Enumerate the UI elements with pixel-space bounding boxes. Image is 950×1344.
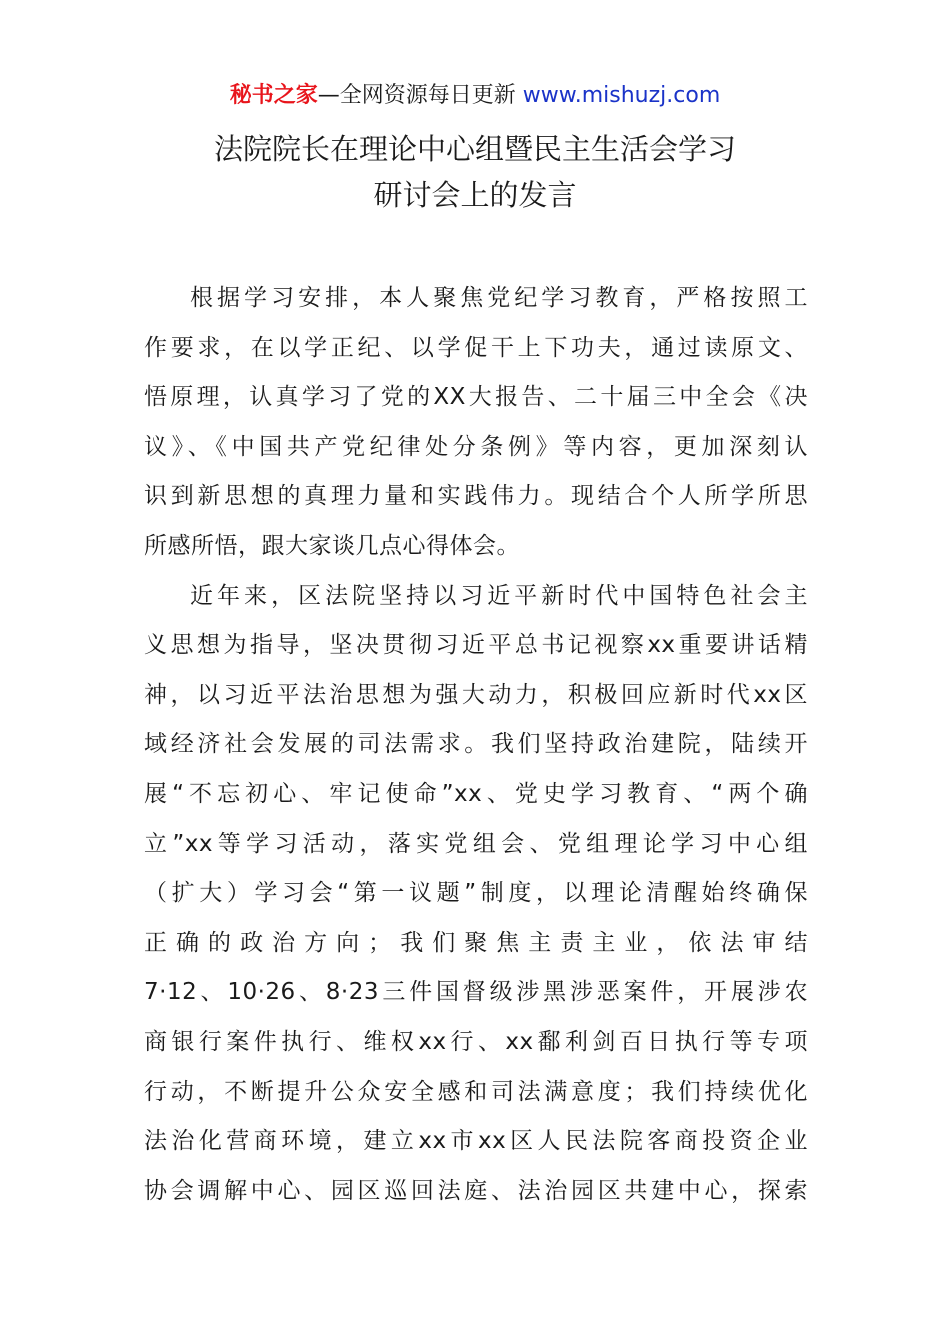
paragraph-line: 协会调解中心、园区巡回法庭、法治园区共建中心，探索 [144, 1177, 808, 1204]
paragraph-line: 正确的政治方向；我们聚焦主责主业，依法审结 [144, 929, 808, 956]
paragraph-line: 议》、《中国共产党纪律处分条例》等内容，更加深刻认 [144, 433, 808, 460]
paragraph-line: 商银行案件执行、维权xx行、xx鄱利剑百日执行等专项 [144, 1028, 808, 1055]
paragraph-line: 悟原理，认真学习了党的XX大报告、二十届三中全会《决 [144, 384, 808, 411]
paragraph-line: 近年来，区法院坚持以习近平新时代中国特色社会主 [190, 582, 808, 609]
paragraph-line: 识到新思想的真理力量和实践伟力。现结合个人所学所思 [144, 483, 808, 510]
paragraph-line: 展“不忘初心、牢记使命”xx、党史学习教育、“两个确 [144, 780, 808, 807]
paragraph-line: （扩大）学习会“第一议题”制度，以理论清醒始终确保 [144, 880, 808, 907]
paragraph-line: 根据学习安排，本人聚焦党纪学习教育，严格按照工 [190, 285, 808, 311]
paragraph-line: 立”xx等学习活动，落实党组会、党组理论学习中心组 [144, 830, 808, 857]
header-tagline: —全网资源每日更新 [317, 83, 523, 108]
paragraph-line: 义思想为指导，坚决贯彻习近平总书记视察xx重要讲话精 [144, 632, 808, 659]
title-line-1: 法院院长在理论中心组暨民主生活会学习 [213, 132, 736, 166]
paragraph-line: 行动，不断提升公众安全感和司法满意度；我们持续优化 [144, 1078, 808, 1105]
brand-name: 秘书之家 [229, 83, 318, 108]
paragraph-line: 7·12、10·26、8·23三件国督级涉黑涉恶案件，开展涉农 [144, 979, 808, 1006]
title-line-2: 研讨会上的发言 [373, 178, 577, 212]
paragraph-line: 作要求，在以学正纪、以学促干上下功夫，通过读原文、 [144, 334, 808, 361]
paragraph-1 [144, 274, 808, 572]
paragraph-2 [144, 572, 808, 1217]
paragraph-line: 神，以习近平法治思想为强大动力，积极回应新时代xx区 [144, 681, 808, 708]
site-header [0, 80, 950, 112]
paragraph-line: 法治化营商环境，建立xx市xx区人民法院客商投资企业 [144, 1128, 808, 1155]
document-body [144, 274, 808, 1216]
site-url-link[interactable]: www.mishuzj.com [522, 83, 721, 108]
document-title [0, 126, 950, 218]
paragraph-line: 所感所悟，跟大家谈几点心得体会。 [144, 532, 520, 559]
paragraph-line: 域经济社会发展的司法需求。我们坚持政治建院，陆续开 [144, 731, 808, 758]
